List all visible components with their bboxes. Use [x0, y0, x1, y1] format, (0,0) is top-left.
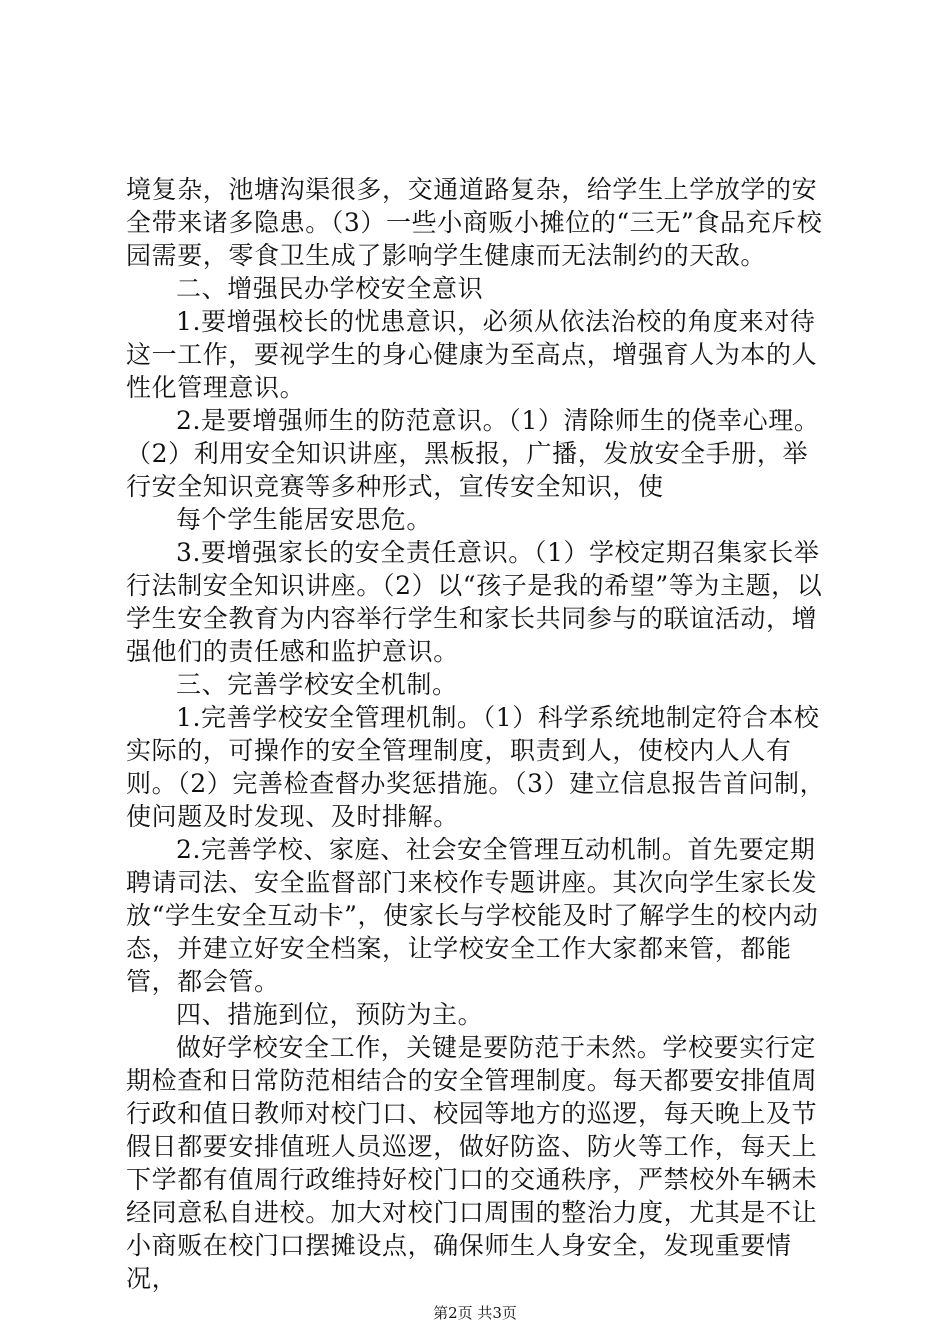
document-body [126, 173, 831, 1295]
section-heading-4: 四、措施到位，预防为主。 [176, 1000, 484, 1029]
paragraph: 1.完善学校安全管理机制。（1）科学系统地制定符合本校实际的，可操作的安全管理制度，职责到人，使校内人人有则。（2）完善检查督办奖惩措施。（3）建立信息报告首问制，使问题及时发现、及时排解。 [126, 703, 826, 831]
section-heading-3: 三、完善学校安全机制。 [176, 670, 458, 699]
paragraph: 2.完善学校、家庭、社会安全管理互动机制。首先要定期聘请司法、安全监督部门来校作专题讲座。其次向学生家长发放“学生安全互动卡”，使家长与学校能及时了解学生的校内动态，并建立好安全档案，让学校安全工作大家都来管，都能管，都会管。 [126, 835, 819, 996]
paragraph: 1.要增强校长的忧患意识，必须从依法治校的角度来对待这一工作，要视学生的身心健康为至高点，增强育人为本的人性化管理意识。 [126, 307, 818, 402]
paragraph: 每个学生能居安思危。 [176, 505, 433, 534]
paragraph: 3.要增强家长的安全责任意识。（1）学校定期召集家长举行法制安全知识讲座。（2）以“孩子是我的希望”等为主题，以学生安全教育为内容举行学生和家长共同参与的联谊活动，增强他们的责任感和监护意识。 [126, 538, 823, 666]
paragraph: 2.是要增强师生的防范意识。（1）清除师生的侥幸心理。（2）利用安全知识讲座，黑板报，广播，发放安全手册，举行安全知识竞赛等多种形式，宣传安全知识，使 [126, 406, 820, 501]
page-number-footer: 第2页 共3页 [433, 1304, 517, 1322]
section-heading-2: 二、增强民办学校安全意识 [176, 274, 484, 303]
paragraph: 做好学校安全工作，关键是要防范于未然。学校要实行定期检查和日常防范相结合的安全管理制度。每天都要安排值周行政和值日教师对校门口、校园等地方的巡逻，每天晚上及节假日都要安排值班人员巡逻，做好防盗、防火等工作，每天上下学都有值周行政维持好校门口的交通秩序，严禁校外车辆未经同意私自进校。加大对校门口周围的整治力度，尤其是不让小商贩在校门口摆摊设点，确保师生人身安全，发现重要情况， [126, 1033, 818, 1293]
paragraph-continuation: 境复杂，池塘沟渠很多，交通道路复杂，给学生上学放学的安全带来诸多隐患。（3）一些小商贩小摊位的“三无”食品充斥校园需要，零食卫生成了影响学生健康而无法制约的天敌。 [126, 175, 823, 270]
